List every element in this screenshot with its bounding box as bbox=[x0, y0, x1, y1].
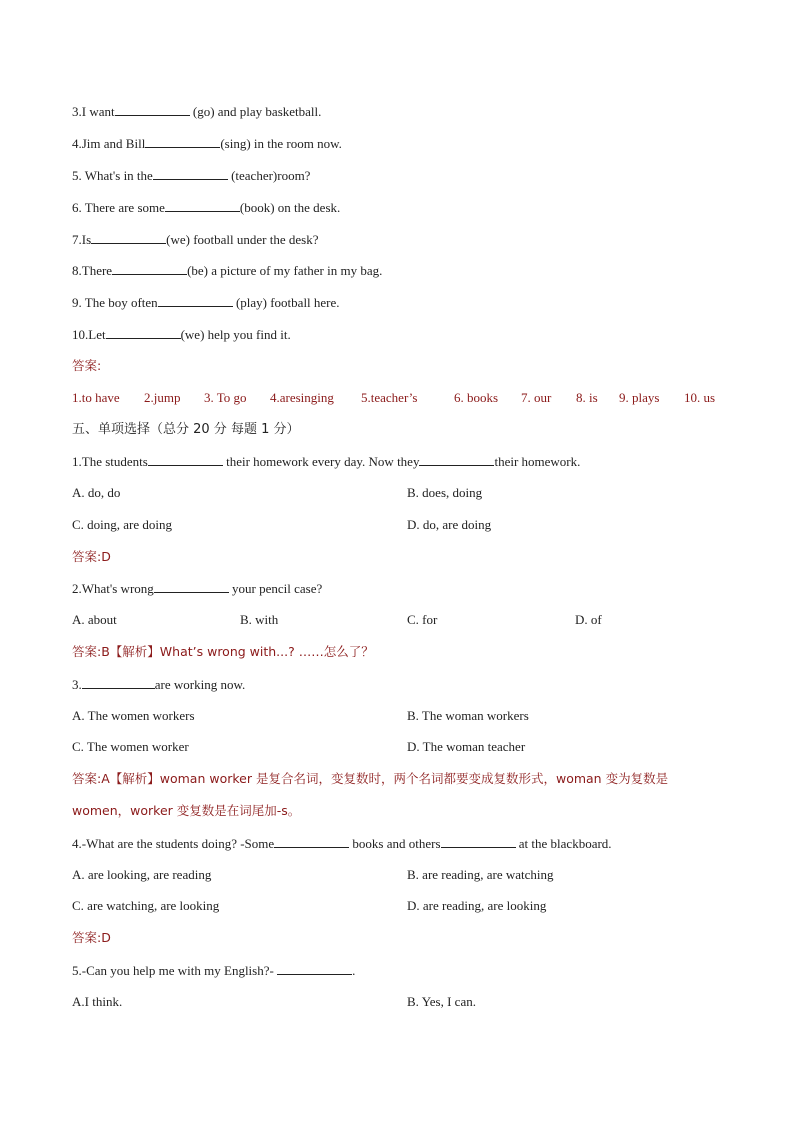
answer-key-item: 9. plays bbox=[619, 390, 660, 405]
answer-text: 答案:D bbox=[72, 930, 111, 945]
option-a[interactable]: A.I think. bbox=[72, 994, 123, 1009]
answer-key-item: 1.to have bbox=[72, 390, 120, 405]
question-1 bbox=[72, 452, 580, 471]
answer-blank[interactable] bbox=[112, 261, 187, 275]
option-a[interactable]: A. about bbox=[72, 612, 117, 627]
option-b[interactable]: B. Yes, I can. bbox=[407, 994, 476, 1009]
answer-key-item: 3. To go bbox=[204, 390, 247, 405]
item-text: (go) and play basketball. bbox=[189, 104, 322, 119]
question-text: books and others bbox=[349, 836, 441, 851]
answer-blank[interactable] bbox=[441, 834, 516, 848]
option-c[interactable]: C. doing, are doing bbox=[72, 517, 173, 532]
item-text: 6. There are some bbox=[72, 200, 165, 215]
fill-blank-item-4 bbox=[72, 134, 342, 153]
answer-blank[interactable] bbox=[153, 166, 228, 180]
answer-key-item: 5.teacher’s bbox=[361, 390, 418, 405]
answer-blank[interactable] bbox=[91, 230, 166, 244]
option-c[interactable]: C. The women worker bbox=[72, 739, 189, 754]
item-text: 4.Jim and Bill bbox=[72, 136, 146, 151]
fill-blank-item-5 bbox=[72, 166, 310, 185]
question-text: 2.What's wrong bbox=[72, 581, 154, 596]
question-text: their homework every day. Now they bbox=[222, 454, 420, 469]
answer-text: 答案:A【解析】woman worker 是复合名词，变复数时，两个名词都要变成复数形式，woman 变为复数是 bbox=[72, 771, 669, 786]
answer-key-item: 10. us bbox=[684, 390, 716, 405]
item-text: (book) on the desk. bbox=[239, 200, 341, 215]
question-text: 3. bbox=[72, 677, 82, 692]
question-text: 4.-What are the students doing? -Some bbox=[72, 836, 275, 851]
fill-blank-item-8 bbox=[72, 261, 382, 280]
answer-blank[interactable] bbox=[115, 102, 190, 116]
section-heading: 五、单项选择（总分 20 分 每题 1 分） bbox=[72, 422, 300, 437]
fill-blank-item-10 bbox=[72, 325, 291, 344]
answer-label: 答案: bbox=[72, 358, 102, 373]
answer-key-item: 2.jump bbox=[144, 390, 181, 405]
answer-key-item: 7. our bbox=[521, 390, 552, 405]
item-text: 5. What's in the bbox=[72, 168, 153, 183]
answer-key-item: 8. is bbox=[576, 390, 598, 405]
question-text: 1.The students bbox=[72, 454, 148, 469]
question-2 bbox=[72, 579, 322, 598]
item-text: (be) a picture of my father in my bag. bbox=[187, 263, 383, 278]
answer-key-item: 4.aresinging bbox=[270, 390, 334, 405]
fill-blank-item-7 bbox=[72, 230, 318, 249]
option-a[interactable]: A. are looking, are reading bbox=[72, 867, 212, 882]
answer-key-row bbox=[72, 389, 732, 407]
answer-text-continued: women，worker 变复数是在词尾加-s。 bbox=[72, 803, 301, 818]
question-text: at the blackboard. bbox=[515, 836, 612, 851]
option-c[interactable]: C. for bbox=[407, 612, 438, 627]
question-text: . bbox=[352, 963, 356, 978]
question-text: 5.-Can you help me with my English?- bbox=[72, 963, 278, 978]
answer-blank[interactable] bbox=[106, 325, 181, 339]
answer-key-item: 6. books bbox=[454, 390, 499, 405]
question-3 bbox=[72, 675, 245, 694]
item-text: 10.Let bbox=[72, 327, 106, 342]
question-text: your pencil case? bbox=[228, 581, 323, 596]
fill-blank-item-6 bbox=[72, 198, 340, 217]
fill-blank-item-3 bbox=[72, 102, 321, 121]
item-text: (we) football under the desk? bbox=[166, 232, 319, 247]
item-text: 8.There bbox=[72, 263, 113, 278]
answer-blank[interactable] bbox=[145, 134, 220, 148]
answer-blank[interactable] bbox=[165, 198, 240, 212]
answer-blank[interactable] bbox=[158, 293, 233, 307]
option-b[interactable]: B. with bbox=[240, 612, 279, 627]
question-4 bbox=[72, 834, 612, 853]
answer-text: 答案:B【解析】What’s wrong with...? ……怎么了？ bbox=[72, 644, 374, 659]
option-d[interactable]: D. do, are doing bbox=[407, 517, 492, 532]
option-b[interactable]: B. does, doing bbox=[407, 485, 483, 500]
item-text: (teacher)room? bbox=[227, 168, 311, 183]
item-text: 3.I want bbox=[72, 104, 115, 119]
item-text: (sing) in the room now. bbox=[220, 136, 342, 151]
option-d[interactable]: D. The woman teacher bbox=[407, 739, 526, 754]
question-5 bbox=[72, 961, 355, 980]
option-a[interactable]: A. do, do bbox=[72, 485, 121, 500]
option-d[interactable]: D. are reading, are looking bbox=[407, 898, 547, 913]
answer-text: 答案:D bbox=[72, 549, 111, 564]
item-text: (play) football here. bbox=[232, 295, 340, 310]
option-b[interactable]: B. are reading, are watching bbox=[407, 867, 554, 882]
answer-blank[interactable] bbox=[154, 579, 229, 593]
answer-blank[interactable] bbox=[82, 675, 155, 689]
question-text: their homework. bbox=[494, 454, 581, 469]
fill-blank-item-9 bbox=[72, 293, 340, 312]
item-text: (we) help you find it. bbox=[180, 327, 291, 342]
option-a[interactable]: A. The women workers bbox=[72, 708, 195, 723]
answer-blank[interactable] bbox=[419, 452, 494, 466]
answer-blank[interactable] bbox=[148, 452, 223, 466]
answer-blank[interactable] bbox=[277, 961, 352, 975]
question-text: are working now. bbox=[154, 677, 246, 692]
option-b[interactable]: B. The woman workers bbox=[407, 708, 529, 723]
option-d[interactable]: D. of bbox=[575, 612, 602, 627]
item-text: 7.Is bbox=[72, 232, 92, 247]
option-c[interactable]: C. are watching, are looking bbox=[72, 898, 220, 913]
item-text: 9. The boy often bbox=[72, 295, 158, 310]
answer-blank[interactable] bbox=[274, 834, 349, 848]
